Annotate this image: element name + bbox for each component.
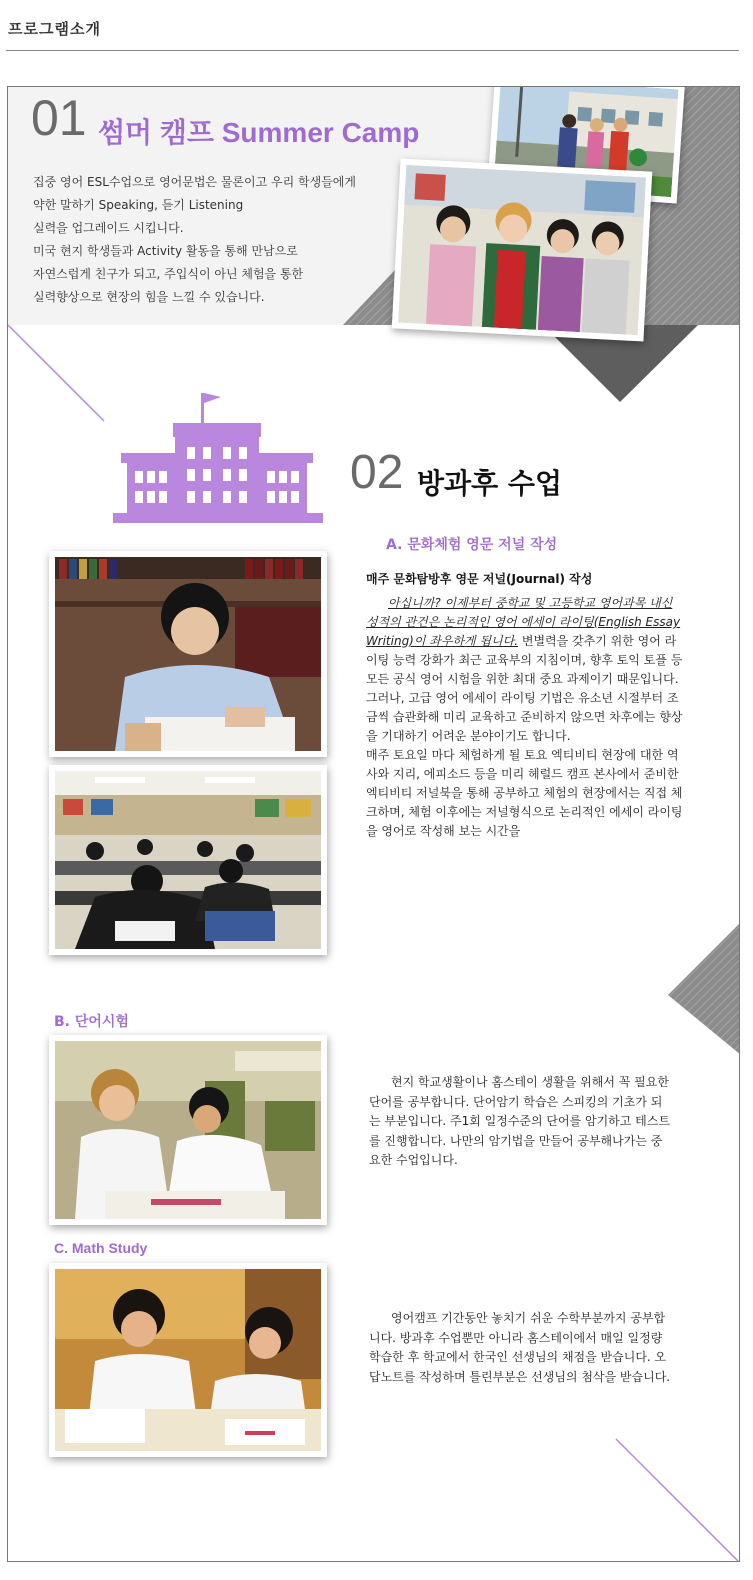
- subsection-a-text2: 매주 토요일 마다 체험하게 될 토요 엑티비티 현장에 대한 역사와 지리, 에피소드 등을 미리 헤럴드 캠프 본사에서 준비한 엑티비티 저널북을 통해 공부하고 체험의 현장에서는 직접 체크하며, 체험 이후에는 저널형식으로 논리적인 에세이 라이팅을 영어로 작성해 보는 시간을: [366, 748, 683, 838]
- subsection-a-text1: 변별력을 갖추기 위한 영어 라이팅 능력 강화가 최근 교육부의 지침이며, 향후 토익 토플 등 모든 공식 영어 시험을 위한 최대 중요 과제이기 때문입니다. 그러나, 고급 영어 에세이 라이팅 기법은 유소년 시절부터 조금씩 습관화해 미리 교육하고 준비하지 않으면 차후에는 향상을 기대하기 어려운 분야이기도 합니다.: [366, 634, 683, 743]
- subsection-a-heading: 매주 문화탐방후 영문 저널(Journal) 작성: [366, 572, 593, 586]
- section1-title: 썸머 캠프 Summer Camp: [98, 117, 420, 148]
- subsection-c-text: 영어캠프 기간동안 놓치기 쉬운 수학부분까지 공부합니다. 방과후 수업뿐만 아니라 홈스테이에서 매일 일정량 학습한 후 학교에서 한국인 선생님의 채점을 받습니다. 오답노트를 작성하며 틀린부분은 선생님의 첨삭을 받습니다.: [369, 1311, 671, 1384]
- subsection-a-text: [366, 594, 684, 841]
- section1-line: 실력을 업그레이드 시킵니다.: [33, 221, 184, 235]
- section2-number: 02: [350, 446, 404, 499]
- section1-line: 집중 영어 ESL수업으로 영어문법은 물론이고 우리 학생들에게: [33, 175, 356, 189]
- program-frame: [7, 86, 740, 1562]
- page-title: 프로그램소개: [8, 20, 101, 38]
- subsection-b-text: 현지 학교생활이나 홈스테이 생활을 위해서 꼭 필요한 단어를 공부합니다. 단어암기 학습은 스피킹의 기초가 되는 부분입니다. 주1회 일정수준의 단어를 암기하고 테스트를 진행합니다. 나만의 암기법을 만들어 공부해나가는 중요한 수업입니다.: [369, 1075, 670, 1167]
- camp-group-photo: [392, 159, 653, 342]
- section2-title: 방과후 수업: [417, 467, 562, 500]
- section1-line: 실력향상으로 현장의 힘을 느낄 수 있습니다.: [33, 290, 265, 304]
- section1-line: 약한 말하기 Speaking, 듣기 Listening: [33, 198, 244, 212]
- vocabulary-study-photo: [49, 1035, 327, 1225]
- header-divider: [6, 50, 739, 51]
- classroom-photo: [49, 765, 327, 955]
- subsection-a-emphasis: 아십니까? 이제부터 중학교 및 고등학교 영어과목 내신 성적의 관건은 논리적인 영어 에세이 라이팅(English Essay Writing)이 좌우하게 됩니다.: [366, 596, 681, 648]
- math-study-photo: [49, 1263, 327, 1457]
- subsection-a-label: A. 문화체험 영문 저널 작성: [386, 537, 558, 553]
- school-building-icon: [113, 387, 323, 532]
- section1-description: [33, 171, 393, 309]
- subsection-b-label: B. 단어시험: [54, 1014, 129, 1030]
- subsection-c-label: C. Math Study: [54, 1240, 148, 1256]
- journal-writing-photo: [49, 551, 327, 757]
- section1-line: 미국 현지 학생들과 Activity 활동을 통해 만남으로: [33, 244, 298, 258]
- section1-line: 자연스럽게 친구가 되고, 주입식이 아닌 체험을 통한: [33, 267, 304, 281]
- section1-number: 01: [31, 90, 87, 146]
